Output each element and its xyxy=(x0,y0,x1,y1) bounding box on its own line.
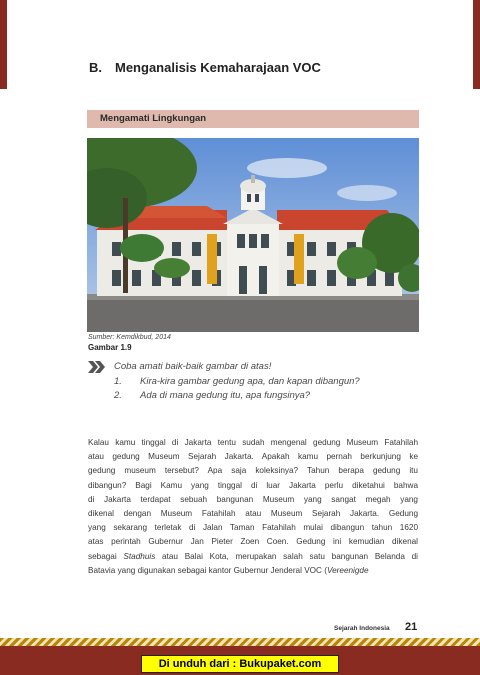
page-number: 21 xyxy=(405,621,418,633)
body-line: sebagai Stadhuis atau Balai Kota, merupakan salah satu bangunan Belanda di xyxy=(88,551,418,561)
section-heading xyxy=(89,60,321,75)
section-title: Menganalisis Kemaharajaan VOC xyxy=(115,60,321,75)
task-instruction: Coba amati baik-baik gambar di atas! xyxy=(114,361,272,372)
body-line: dikenal dengan Museum Fatahilah atau Museum Sejarah Jakarta. Gedung xyxy=(88,509,418,519)
task-item-text: Ada di mana gedung itu, apa fungsinya? xyxy=(140,390,311,401)
task-item-number: 1. xyxy=(114,376,122,387)
observation-box-label: Mengamati Lingkungan xyxy=(100,113,207,124)
page-edge-right xyxy=(473,0,480,89)
body-line: gedung museum tersebut? Apa saja koleksinya? Tahun berapa gedung itu xyxy=(88,466,418,476)
body-line: atau gedung Museum Sejarah Jakarta. Apakah kamu pernah berkunjung ke xyxy=(88,452,418,462)
task-item-text: Kira-kira gambar gedung apa, dan kapan dibangun? xyxy=(140,376,360,387)
task-item xyxy=(114,376,360,387)
figure-source: Sumber: Kemdikbud, 2014 xyxy=(88,334,171,341)
body-line: Kalau kamu tinggal di Jakarta tentu sudah mengenal gedung Museum Fatahilah xyxy=(88,438,418,447)
body-line: atas perintah Gubernur Jan Pieter Zoen Coen. Gedung ini kemudian dikenal xyxy=(88,537,418,547)
download-source-link[interactable]: Di unduh dari : Bukupaket.com xyxy=(141,655,339,673)
body-paragraph xyxy=(88,436,418,578)
italic-term: Stadhuis xyxy=(123,551,156,561)
italic-term: Vereenigde xyxy=(326,565,369,575)
section-letter: B. xyxy=(89,60,102,75)
body-line: dibangun? Bagi Kamu yang tinggal di luar Jakarta perlu diketahui bahwa xyxy=(88,480,418,490)
body-line: Batavia yang digunakan sebagai kantor Gubernur Jenderal VOC (Vereenigde xyxy=(88,565,369,575)
observation-box-title xyxy=(87,110,419,128)
figure-caption: Gambar 1.9 xyxy=(88,343,132,352)
body-line: yang sekarang terletak di Jalan Taman Fatahilah mulai dibangun tahun 1620 xyxy=(88,523,418,533)
task-item xyxy=(114,390,310,401)
task-item-number: 2. xyxy=(114,390,122,401)
body-line: di Jakarta terdapat sebuah bangunan Museum yang sangat megah yang xyxy=(88,494,418,504)
double-chevron-right-icon xyxy=(88,361,106,373)
footer-book-title: Sejarah Indonesia xyxy=(334,625,390,632)
footer-stripe xyxy=(0,638,480,646)
page-edge-left xyxy=(0,0,7,89)
museum-photo xyxy=(87,138,419,332)
